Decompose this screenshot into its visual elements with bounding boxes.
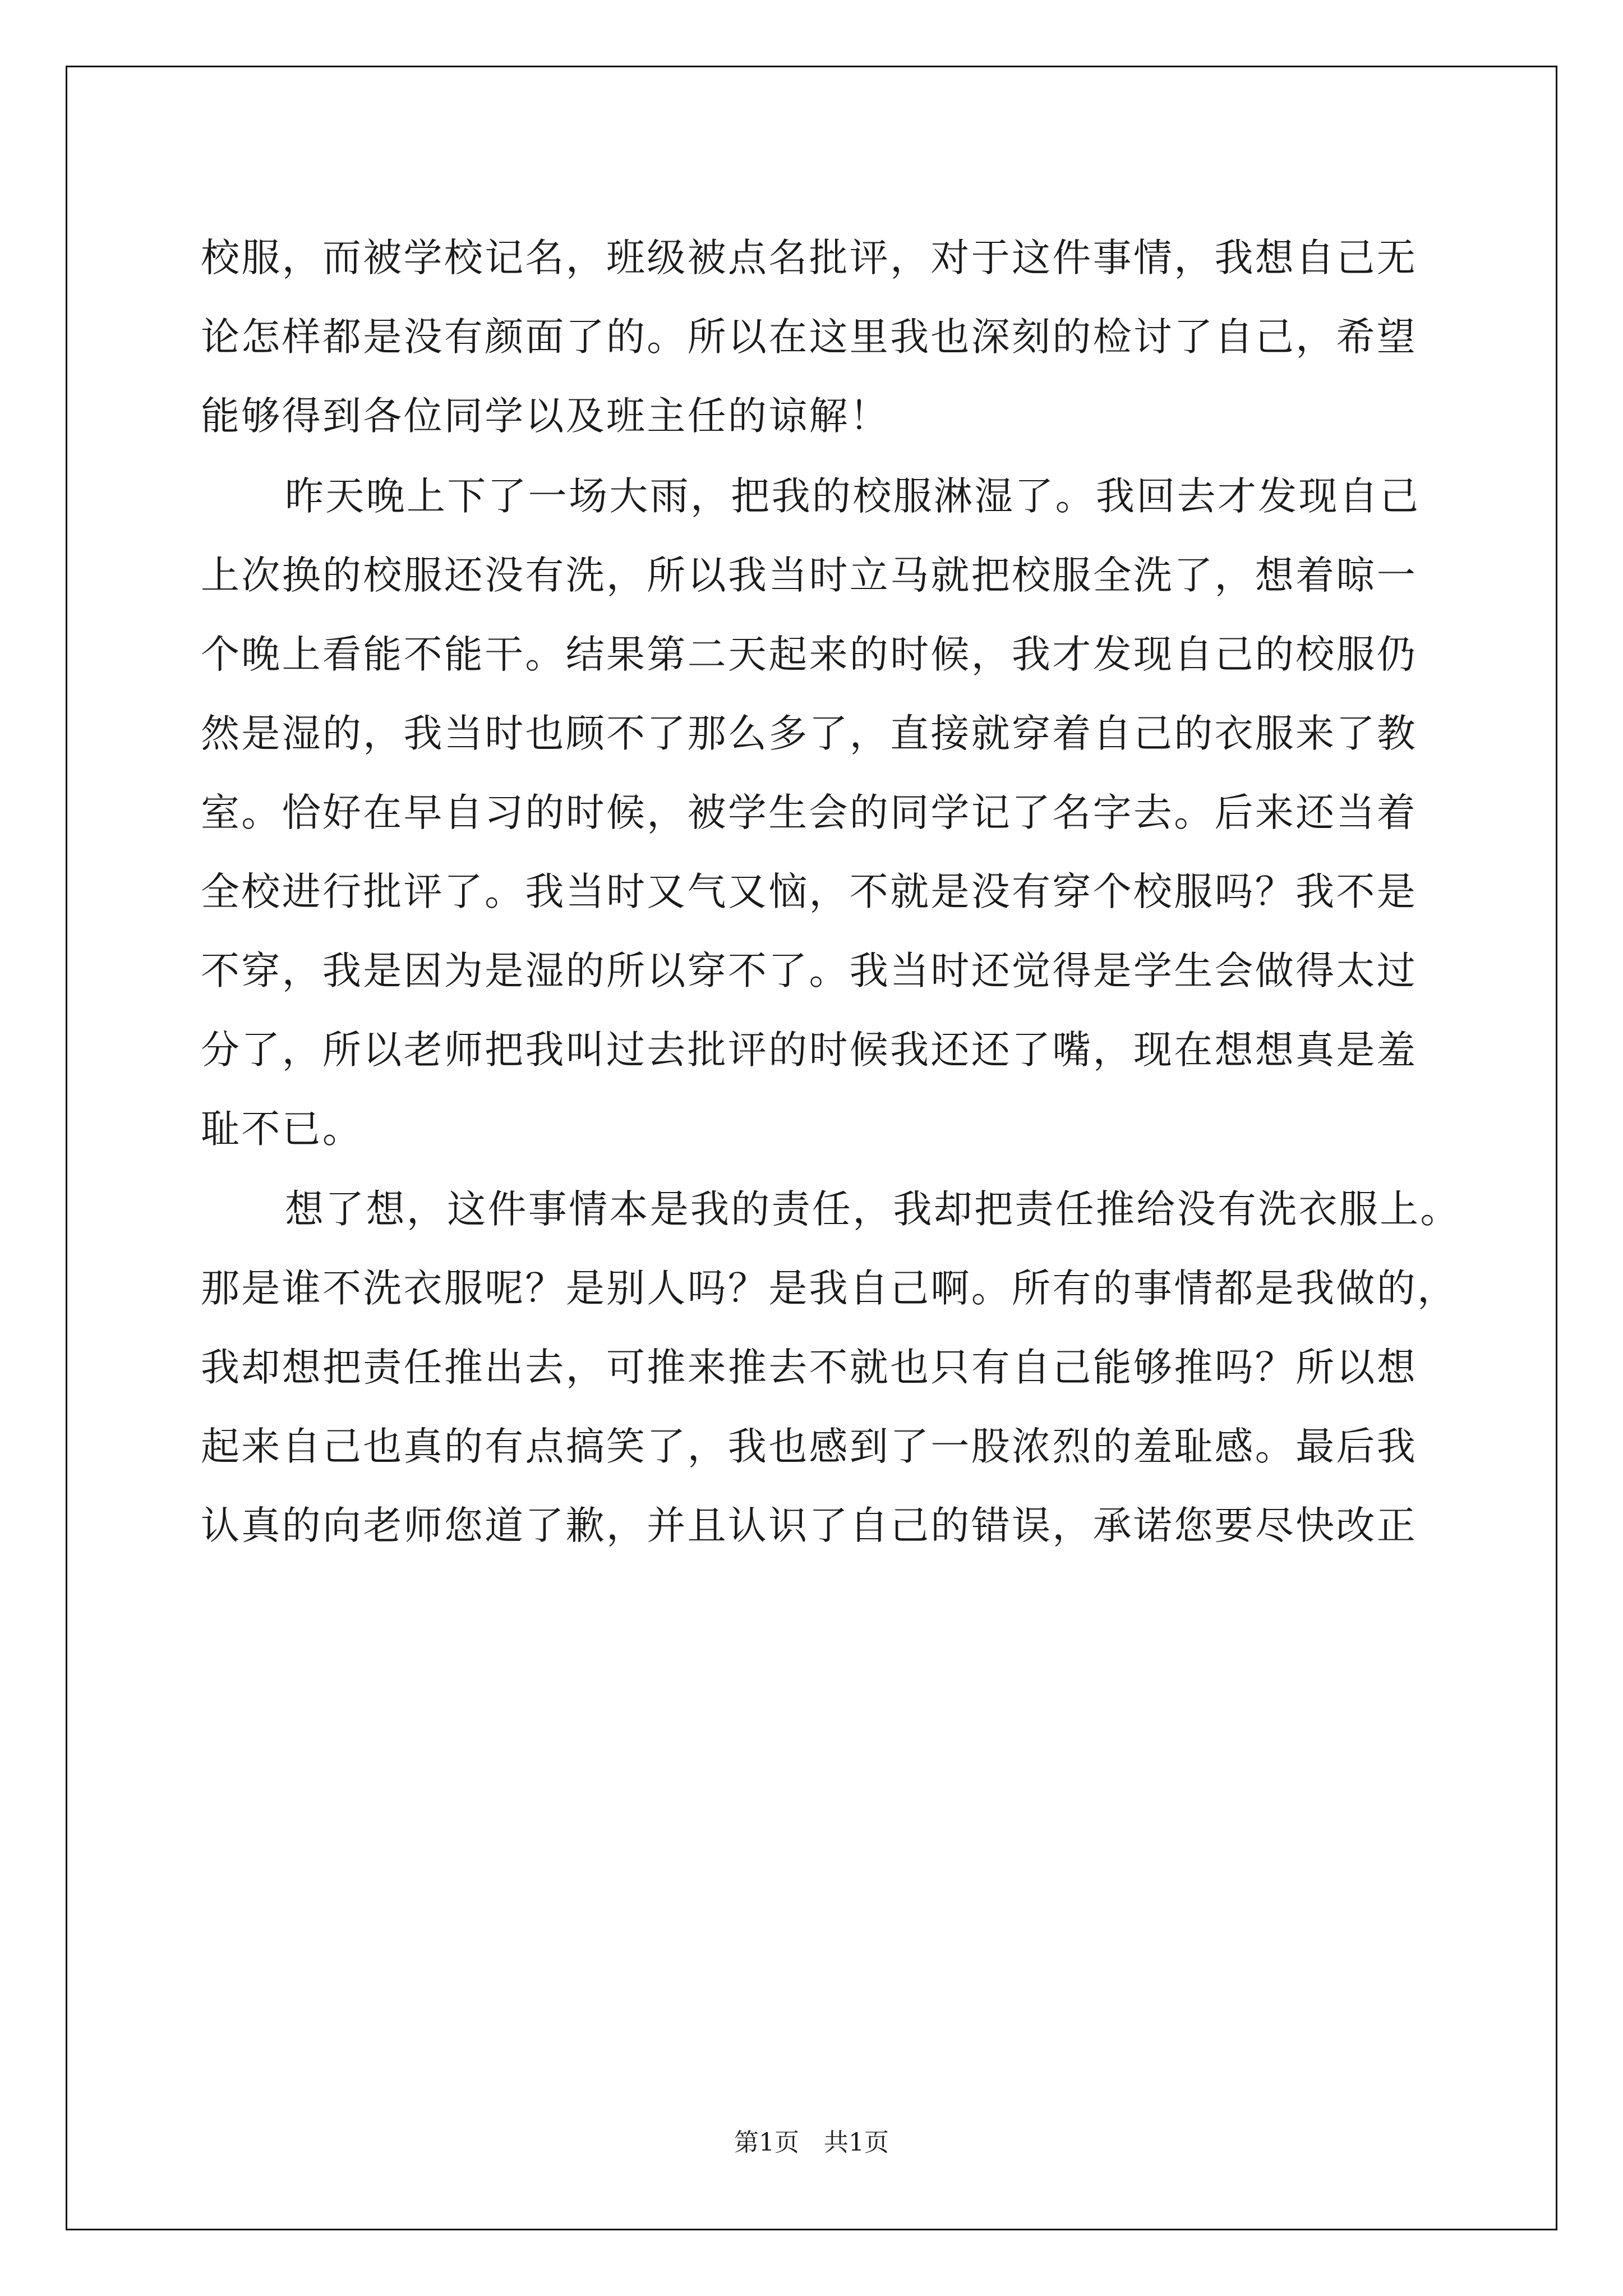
text-line: 认真的向老师您道了歉，并且认识了自己的错误，承诺您要尽快改正 [201, 1503, 1417, 1548]
text-line: 我却想把责任推出去，可推来推去不就也只有自己能够推吗？所以想 [201, 1345, 1417, 1390]
text-line: 耻不已。 [201, 1107, 363, 1152]
text-line: 全校进行批评了。我当时又气又恼，不就是没有穿个校服吗？我不是 [201, 869, 1417, 914]
text-line: 起来自己也真的有点搞笑了，我也感到了一股浓烈的羞耻感。最后我 [201, 1424, 1417, 1469]
text-line: 上次换的校服还没有洗，所以我当时立马就把校服全洗了，想着晾一 [201, 553, 1417, 598]
text-line: 室。恰好在早自习的时候，被学生会的同学记了名字去。后来还当着 [201, 790, 1417, 835]
paragraph-3 [201, 1170, 1461, 1566]
text-line: 能够得到各位同学以及班主任的谅解！ [201, 394, 891, 439]
paragraph-1 [201, 219, 1435, 456]
text-line: 想了想，这件事情本是我的责任，我却把责任推给没有洗衣服上。 [285, 1187, 1461, 1232]
text-line: 不穿，我是因为是湿的所以穿不了。我当时还觉得是学生会做得太过 [201, 949, 1417, 993]
text-line: 分了，所以老师把我叫过去批评的时候我还还了嘴，现在想想真是羞 [201, 1028, 1417, 1073]
text-line: 然是湿的，我当时也顾不了那么多了，直接就穿着自己的衣服来了教 [201, 711, 1417, 756]
text-line: 那是谁不洗衣服呢？是别人吗？是我自己啊。所有的事情都是我做的， [201, 1266, 1458, 1311]
text-line: 个晚上看能不能干。结果第二天起来的时候，我才发现自己的校服仍 [201, 632, 1417, 677]
text-line: 论怎样都是没有颜面了的。所以在这里我也深刻的检讨了自己，希望 [201, 315, 1417, 360]
page-number-footer: 第1页 共1页 [734, 2128, 889, 2157]
paragraph-2 [201, 457, 1435, 1169]
text-line: 校服，而被学校记名，班级被点名批评，对于这件事情，我想自己无 [201, 236, 1417, 280]
text-line: 昨天晚上下了一场大雨，把我的校服淋湿了。我回去才发现自己 [285, 474, 1421, 519]
document-body [201, 219, 1461, 1567]
